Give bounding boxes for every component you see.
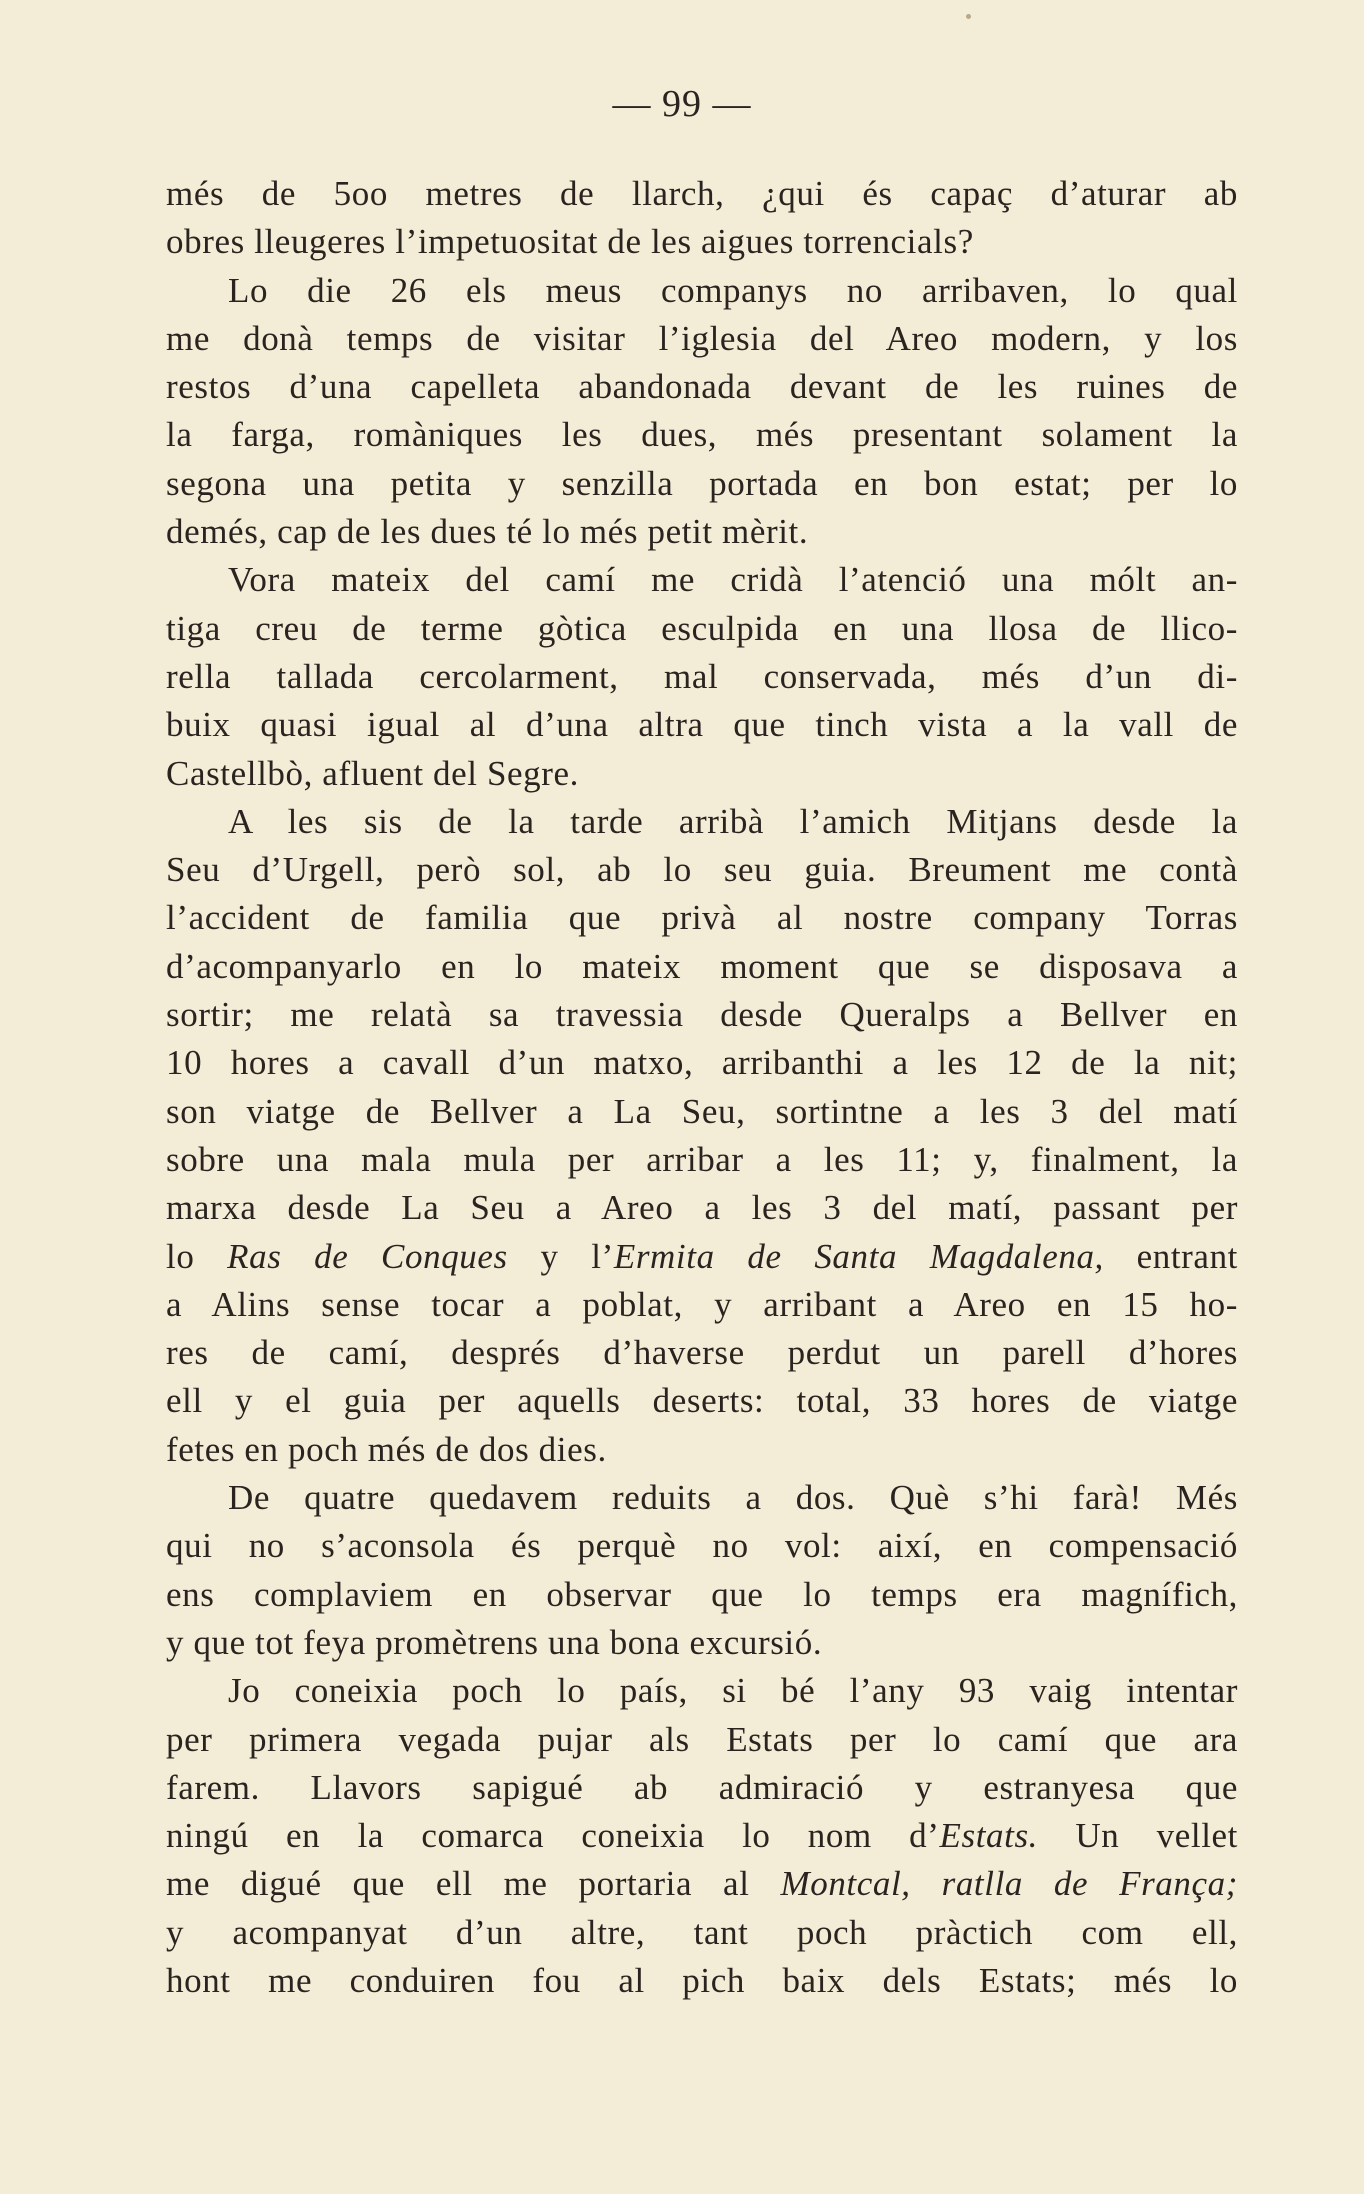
text-line: sortir; me relatà sa travessia desde Queralps a Bellver en	[166, 995, 1238, 1035]
text-line: fetes en poch més de dos dies.	[166, 1429, 607, 1469]
text-line: demés, cap de les dues té lo més petit mèrit.	[166, 512, 809, 552]
text-line: més de 5oo metres de llarch, ¿qui és capaç d’aturar ab	[166, 174, 1238, 213]
text-line: 10 hores a cavall d’un matxo, arribanthi a les 12 de la nit;	[166, 1043, 1238, 1083]
text-line: rella tallada cercolarment, mal conservada, més d’un di-	[166, 656, 1238, 696]
text-line: res de camí, després d’haverse perdut un parell d’hores	[166, 1333, 1238, 1373]
page-number: — 99 —	[612, 83, 752, 125]
text-line: hont me conduiren fou al pich baix dels Estats; més lo	[166, 1960, 1238, 2000]
text-line: y acompanyat d’un altre, tant poch pràctich com ell,	[166, 1912, 1238, 1952]
text-run: y l’	[507, 1236, 614, 1276]
text-line: ens complaviem en observar que lo temps era magnífich,	[166, 1574, 1238, 1614]
text-run: me digué que ell me portaria al	[166, 1864, 781, 1904]
text-line: y que tot feya promètrens una bona excursió.	[166, 1622, 823, 1662]
text-run: lo	[166, 1236, 228, 1276]
body-text	[166, 170, 1238, 2005]
text-line: restos d’una capelleta abandonada devant de les ruines de	[166, 367, 1238, 407]
italic-text: Ras de Conques	[227, 1236, 508, 1276]
italic-text: Estats.	[939, 1816, 1039, 1856]
text-line: la farga, romàniques les dues, més presentant solament la	[166, 415, 1238, 455]
text-line: per primera vegada pujar als Estats per lo camí que ara	[166, 1719, 1238, 1759]
text-line: a Alins sense tocar a poblat, y arribant a Areo en 15 ho-	[166, 1284, 1238, 1324]
text-line: Lo die 26 els meus companys no arribaven, lo qual	[228, 270, 1238, 310]
text-line: marxa desde La Seu a Areo a les 3 del matí, passant per	[166, 1188, 1238, 1228]
text-run: ningú en la comarca coneixia lo nom d’	[166, 1816, 940, 1856]
text-line: segona una petita y senzilla portada en bon estat; per lo	[166, 463, 1238, 503]
text-line: Jo coneixia poch lo país, si bé l’any 93 vaig intentar	[228, 1671, 1238, 1711]
text-line: l’accident de familia que privà al nostre company Torras	[166, 898, 1238, 938]
text-run: entrant	[1103, 1236, 1238, 1276]
italic-text: Montcal, ratlla de França;	[780, 1864, 1238, 1904]
text-line: obres lleugeres l’impetuositat de les aigues torrencials?	[166, 222, 974, 262]
text-line: me donà temps de visitar l’iglesia del Areo modern, y los	[166, 318, 1238, 358]
text-line: Vora mateix del camí me cridà l’atenció una mólt an-	[228, 560, 1238, 600]
text-line	[166, 1233, 1238, 1281]
text-line: tiga creu de terme gòtica esculpida en una llosa de llico-	[166, 608, 1238, 648]
text-line: son viatge de Bellver a La Seu, sortintne a les 3 del matí	[166, 1091, 1238, 1131]
italic-text: Ermita de Santa Magdalena,	[613, 1236, 1104, 1276]
text-line: buix quasi igual al d’una altra que tinch vista a la vall de	[166, 705, 1238, 745]
text-line: Castellbò, afluent del Segre.	[166, 753, 579, 793]
text-line: farem. Llavors sapigué ab admiració y estranyesa que	[166, 1767, 1238, 1807]
text-line: Seu d’Urgell, però sol, ab lo seu guia. Breument me contà	[166, 850, 1238, 890]
text-line: qui no s’aconsola és perquè no vol: així, en compensació	[166, 1526, 1238, 1566]
text-line: d’acompanyarlo en lo mateix moment que se disposava a	[166, 946, 1238, 986]
text-run: Un vellet	[1038, 1816, 1238, 1856]
text-line: ell y el guia per aquells deserts: total, 33 hores de viatge	[166, 1381, 1238, 1421]
text-line: A les sis de la tarde arribà l’amich Mitjans desde la	[228, 801, 1238, 841]
text-line	[166, 1860, 1238, 1908]
paper-speck	[966, 14, 971, 19]
text-line: De quatre quedavem reduits a dos. Què s’hi farà! Més	[228, 1478, 1238, 1518]
text-line: sobre una mala mula per arribar a les 11; y, finalment, la	[166, 1139, 1238, 1179]
text-line	[166, 1812, 1238, 1860]
